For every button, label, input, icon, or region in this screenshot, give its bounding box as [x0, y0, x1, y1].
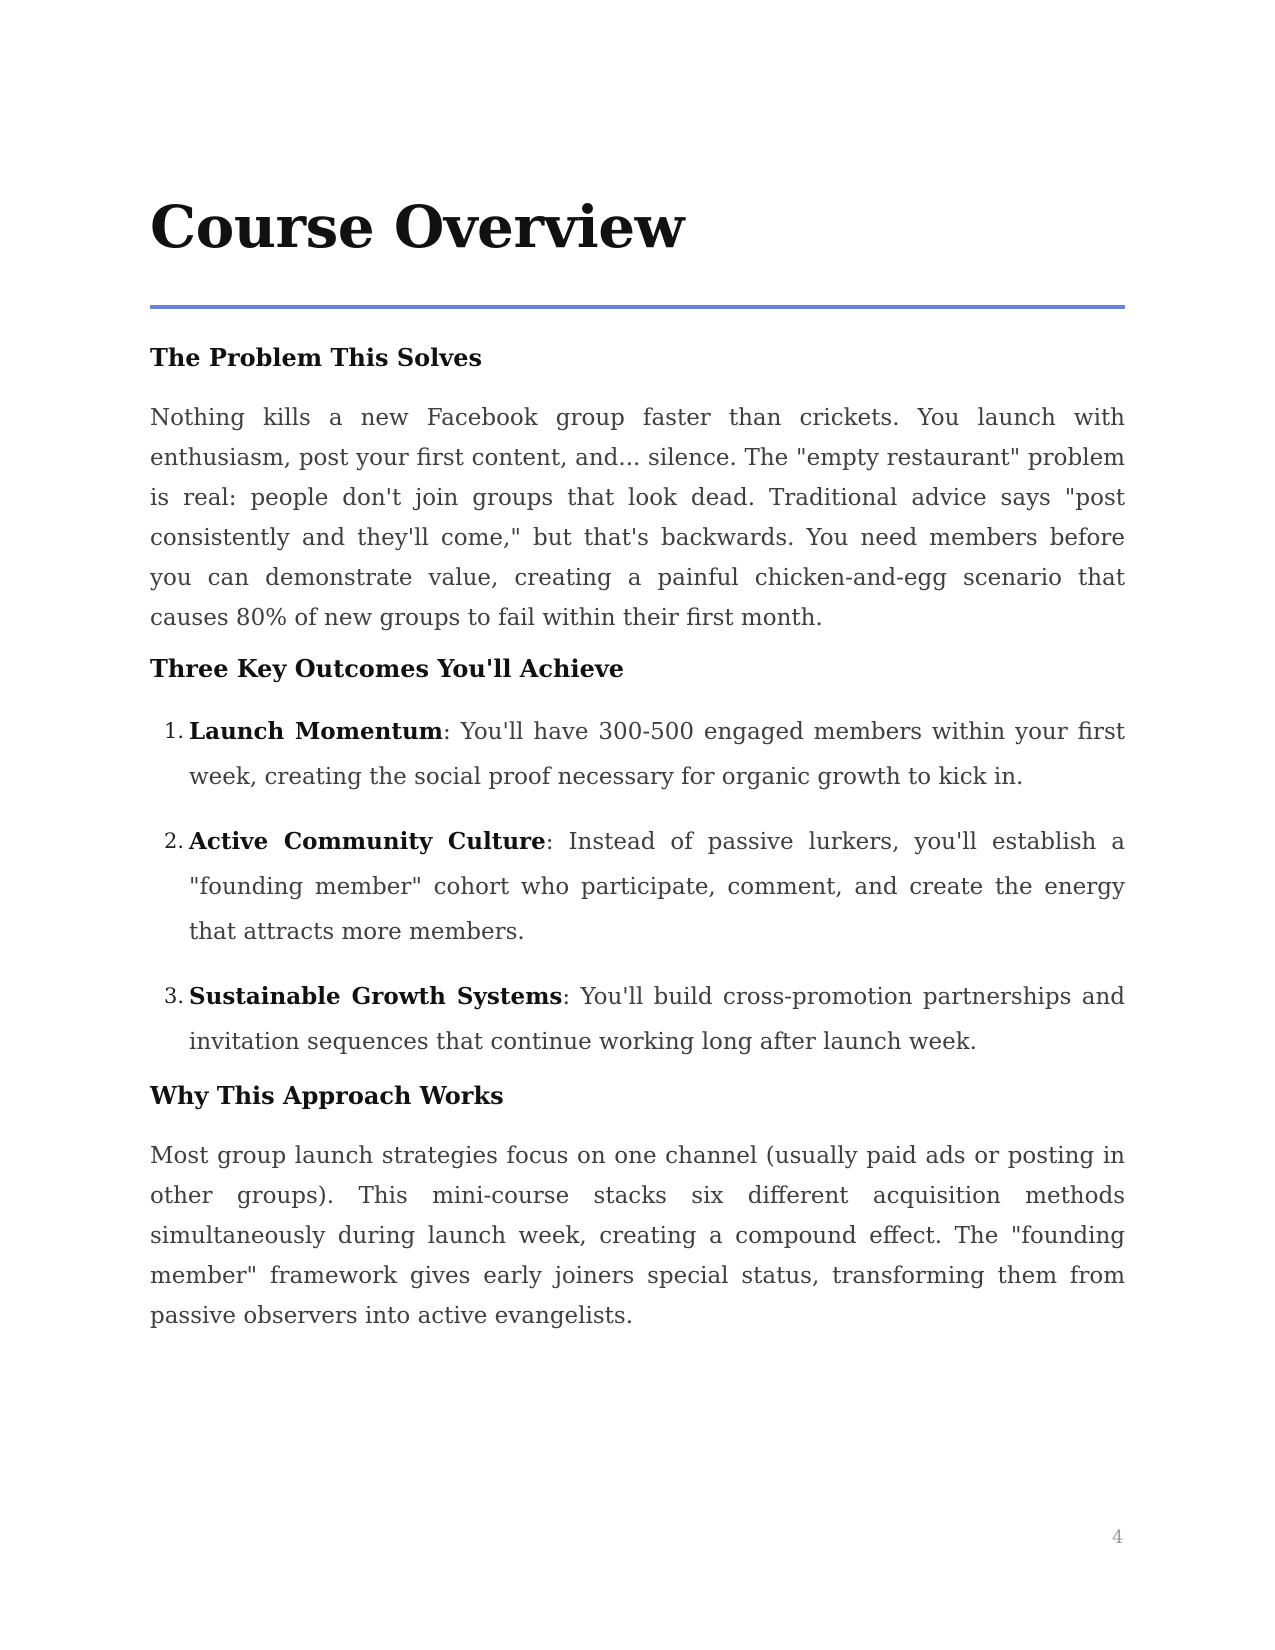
page-number: 4	[1112, 1527, 1124, 1548]
outcome-text: : You'll have 300-500 engaged members within your first week, creating the social proof necessary for organic growth to kick in.	[189, 719, 1125, 790]
page-title: Course Overview	[150, 193, 685, 261]
approach-heading: Why This Approach Works	[150, 1081, 504, 1110]
outcome-number: 2.	[164, 829, 185, 853]
outcome-number: 3.	[164, 984, 185, 1008]
outcome-item	[150, 974, 1125, 1065]
title-divider	[150, 305, 1125, 309]
problem-body-block	[150, 398, 1125, 638]
outcome-lead: Sustainable Growth Systems	[189, 983, 563, 1010]
approach-body: Most group launch strategies focus on one channel (usually paid ads or posting in other groups). This mini-course stacks six different acquisition methods simultaneously during launch week, creating a compound effect. The "founding member" framework gives early joiners special status, transforming them from passive observers into active evangelists.	[150, 1143, 1125, 1329]
outcomes-list-block	[150, 709, 1125, 1065]
problem-heading: The Problem This Solves	[150, 343, 483, 372]
approach-body-block	[150, 1136, 1125, 1336]
outcome-text: : Instead of passive lurkers, you'll establish a "founding member" cohort who participate, comment, and create the energy that attracts more members.	[189, 829, 1125, 945]
outcomes-heading: Three Key Outcomes You'll Achieve	[150, 654, 625, 683]
outcome-lead: Active Community Culture	[189, 828, 546, 855]
outcome-item	[150, 819, 1125, 955]
outcome-number: 1.	[164, 719, 185, 743]
problem-section	[150, 343, 1125, 373]
outcomes-section	[150, 654, 1125, 684]
outcome-text: : You'll build cross-promotion partnerships and invitation sequences that continue working long after launch week.	[189, 984, 1125, 1055]
outcome-item	[150, 709, 1125, 800]
approach-section	[150, 1081, 1125, 1111]
problem-body: Nothing kills a new Facebook group faster than crickets. You launch with enthusiasm, post your first content, and... silence. The "empty restaurant" problem is real: people don't join groups that look dead. Traditional advice says "post consistently and they'll come," but that's backwards. You need members before you can demonstrate value, creating a painful chicken-and-egg scenario that causes 80% of new groups to fail within their first month.	[150, 405, 1125, 631]
outcome-lead: Launch Momentum	[189, 718, 444, 745]
outcomes-list	[150, 709, 1125, 1065]
